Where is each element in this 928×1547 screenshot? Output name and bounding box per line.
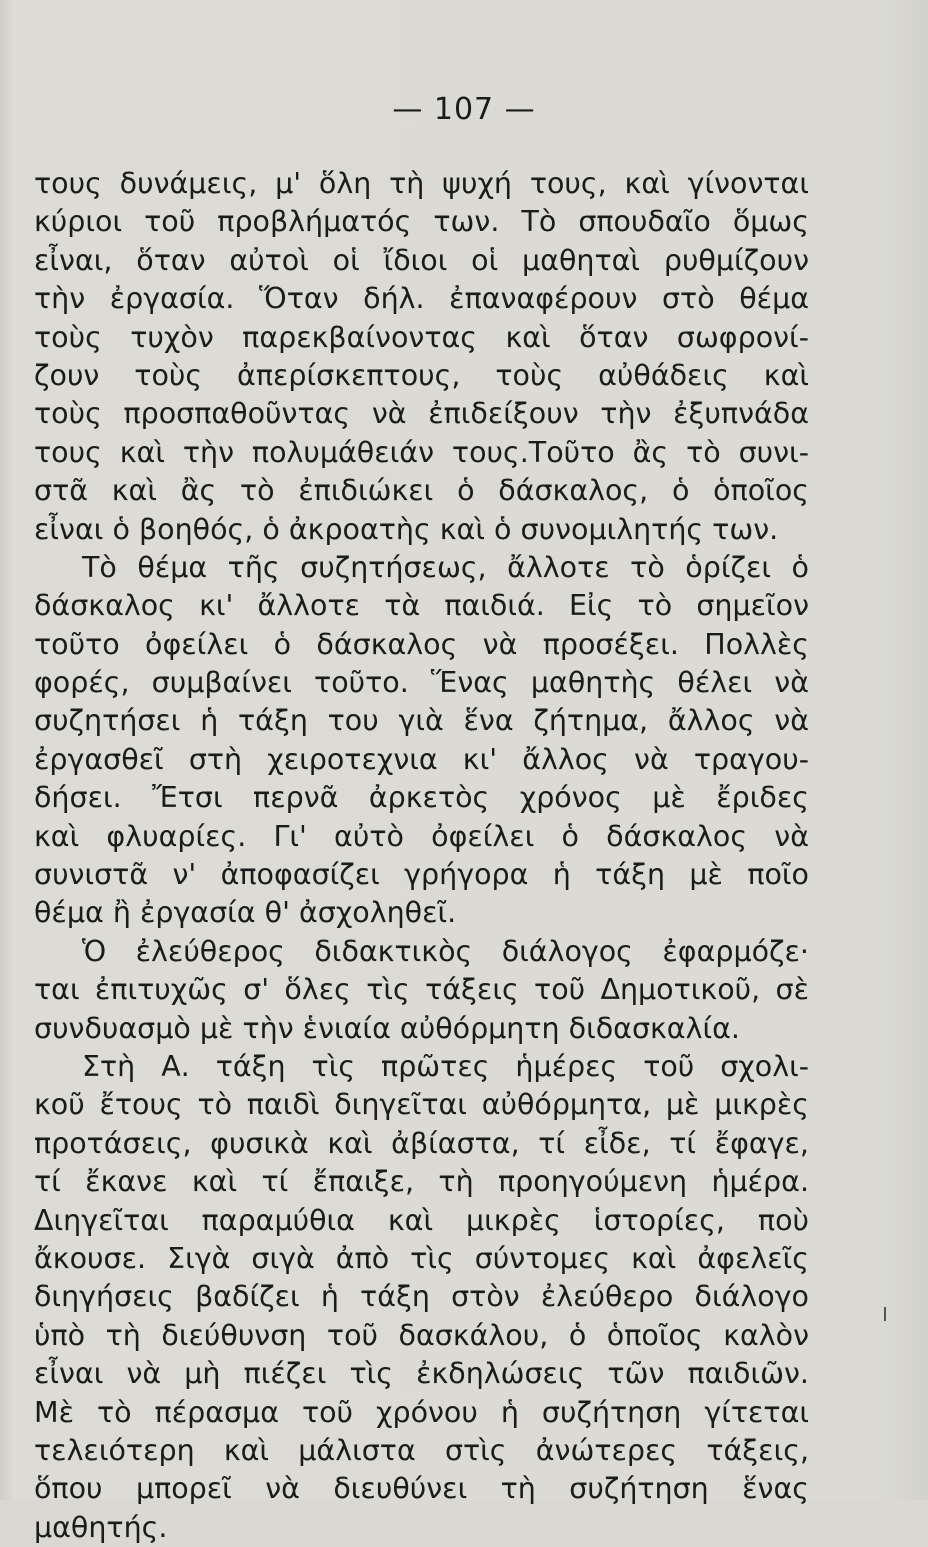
text-line: τὴν ἐργασία. Ὅταν δήλ. ἐπαναφέρουν στὸ θέμα: [34, 282, 809, 316]
text-line: συνδυασμὸ μὲ τὴν ἑνιαία αὐθόρμητη διδασκαλία.: [34, 1011, 740, 1045]
text-line: τοὺς τυχὸν παρεκβαίνοντας καὶ ὅταν σωφρονί-: [34, 320, 809, 354]
body-text: [34, 165, 809, 1547]
text-line: τους καὶ τὴν πολυμάθειάν τους.Τοῦτο ἂς τὸ συνι-: [34, 435, 809, 469]
text-line: θέμα ἢ ἐργασία θ' ἀσχοληθεῖ.: [34, 896, 457, 930]
text-line: τελειότερη καὶ μάλιστα στὶς ἀνώτερες τάξεις,: [34, 1433, 809, 1467]
text-line: τοὺς προσπαθοῦντας νὰ ἐπιδείξουν τὴν ἐξυπνάδα: [34, 397, 809, 431]
text-line: Μὲ τὸ πέρασμα τοῦ χρόνου ἡ συζήτηση γίτεται: [34, 1395, 809, 1429]
text-line: δάσκαλος κι' ἄλλοτε τὰ παιδιά. Εἰς τὸ σημεῖον: [34, 589, 809, 623]
text-line: τους δυνάμεις, μ' ὅλη τὴ ψυχή τους, καὶ γίνονται: [34, 167, 809, 200]
text-line: κύριοι τοῦ προβλήματός των. Τὸ σπουδαῖο ὅμως: [34, 205, 809, 239]
text-line: δήσει. Ἔτσι περνᾶ ἀρκετὸς χρόνος μὲ ἔριδες: [34, 781, 809, 815]
text-line: εἶναι νὰ μὴ πιέζει τὶς ἐκδηλώσεις τῶν παιδιῶν.: [34, 1357, 809, 1391]
text-line: ἄκουσε. Σιγὰ σιγὰ ἀπὸ τὶς σύντομες καὶ ἀφελεῖς: [34, 1241, 809, 1275]
text-line: συνιστᾶ ν' ἀποφασίζει γρήγορα ἡ τάξη μὲ ποῖο: [34, 858, 809, 892]
text-line: τοῦτο ὀφείλει ὁ δάσκαλος νὰ προσέξει. Πολλὲς: [34, 627, 809, 661]
text-line: Στὴ Α. τάξη τὶς πρῶτες ἡμέρες τοῦ σχολι-: [82, 1049, 809, 1083]
text-line: συζητήσει ἡ τάξη του γιὰ ἕνα ζήτημα, ἄλλος νὰ: [34, 704, 809, 738]
text-line: φορές, συμβαίνει τοῦτο. Ἕνας μαθητὴς θέλει νὰ: [34, 666, 809, 700]
text-line: εἶναι, ὅταν αὐτοὶ οἱ ἴδιοι οἱ μαθηταὶ ρυθμίζουν: [34, 243, 809, 277]
text-line: ἐργασθεῖ στὴ χειροτεχνια κι' ἄλλος νὰ τραγου-: [34, 742, 809, 776]
text-line: εἶναι ὁ βοηθός, ὁ ἀκροατὴς καὶ ὁ συνομιλητής των.: [34, 512, 779, 546]
text-line: ὅπου μπορεῖ νὰ διευθύνει τὴ συζήτηση ἕνας: [34, 1472, 809, 1506]
text-line: Ὁ ἐλεύθερος διδακτικὸς διάλογος ἐφαρμόζε·: [82, 934, 809, 968]
text-line: Τὸ θέμα τῆς συζητήσεως, ἄλλοτε τὸ ὁρίζει ὁ: [82, 550, 809, 584]
margin-mark: [884, 1307, 886, 1321]
text-line: ται ἐπιτυχῶς σ' ὅλες τὶς τάξεις τοῦ Δημοτικοῦ, σὲ: [34, 973, 809, 1007]
text-line: προτάσεις, φυσικὰ καὶ ἀβίαστα, τί εἶδε, τί ἔφαγε,: [34, 1126, 809, 1160]
text-line: Διηγεῖται παραμύθια καὶ μικρὲς ἱστορίες, ποὺ: [34, 1203, 809, 1237]
text-line: ζουν τοὺς ἀπερίσκεπτους, τοὺς αὐθάδεις καὶ: [34, 358, 809, 392]
text-line: κοῦ ἔτους τὸ παιδὶ διηγεῖται αὐθόρμητα, μὲ μικρὲς: [34, 1088, 809, 1122]
text-line: τί ἔκανε καὶ τί ἔπαιξε, τὴ προηγούμενη ἡμέρα.: [34, 1165, 809, 1199]
text-line: στᾶ καὶ ἂς τὸ ἐπιδιώκει ὁ δάσκαλος, ὁ ὁποῖος: [34, 474, 809, 508]
text-line: καὶ φλυαρίες. Γι' αὐτὸ ὀφείλει ὁ δάσκαλος νὰ: [34, 819, 809, 853]
page-number: — 107 —: [392, 92, 536, 127]
text-line: ὑπὸ τὴ διεύθυνση τοῦ δασκάλου, ὁ ὁποῖος καλὸν: [34, 1318, 809, 1352]
text-line: διηγήσεις βαδίζει ἡ τάξη στὸν ἐλεύθερο διάλογο: [34, 1280, 809, 1314]
text-line: μαθητής.: [34, 1510, 168, 1544]
